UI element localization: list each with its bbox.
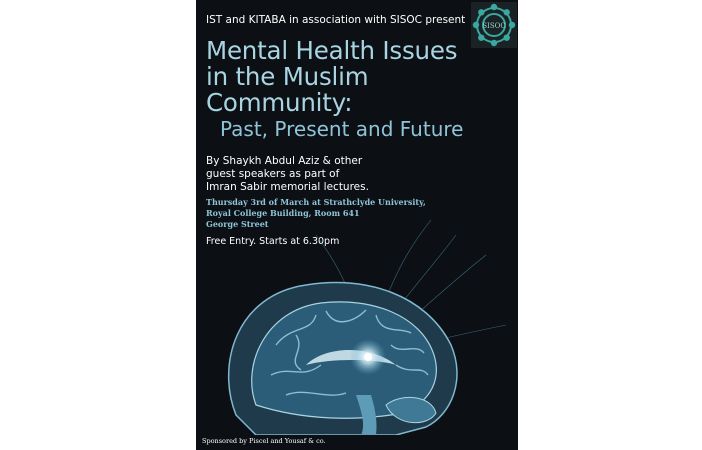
speakers-line-2: guest speakers as part of <box>206 168 340 180</box>
entry-info: Free Entry. Starts at 6.30pm <box>206 236 340 247</box>
speakers-text <box>206 155 369 194</box>
title-line-2: in the Muslim <box>206 62 369 91</box>
poster-subtitle: Past, Present and Future <box>220 117 464 141</box>
presenter-line: IST and KITABA in association with SISOC present <box>206 14 466 26</box>
venue-line-3: George Street <box>206 219 269 229</box>
poster-title <box>206 38 481 116</box>
speakers-line-1: By Shaykh Abdul Aziz & other <box>206 155 363 167</box>
title-line-1: Mental Health Issues <box>206 36 458 65</box>
brain-scan-illustration <box>196 215 518 435</box>
logo-lettering: SISOC <box>482 22 506 30</box>
event-poster <box>196 0 518 450</box>
title-line-3: Community: <box>206 88 353 117</box>
speakers-line-3: Imran Sabir memorial lectures. <box>206 181 369 193</box>
venue-line-1: Thursday 3rd of March at Strathclyde University, <box>206 197 426 207</box>
sponsor-line: Sponsored by Piscel and Yousaf & co. <box>202 437 326 445</box>
venue-line-2: Royal College Building, Room 641 <box>206 208 360 218</box>
